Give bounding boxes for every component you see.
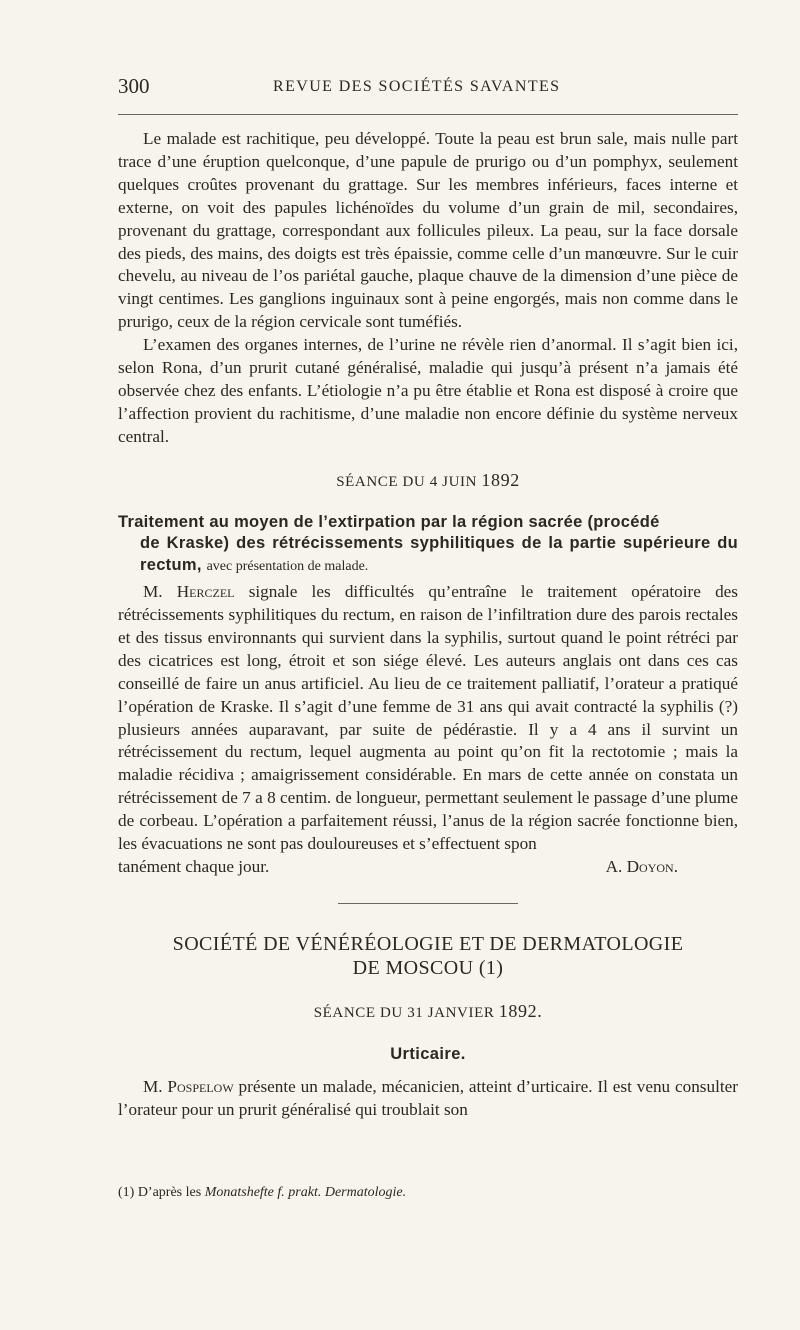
article-paragraph xyxy=(118,581,738,856)
signature-line xyxy=(118,856,738,879)
session-heading xyxy=(118,1000,738,1025)
section-divider xyxy=(338,903,518,904)
speaker-name: M. Pospelow xyxy=(143,1076,234,1096)
article-title-continuation xyxy=(118,533,738,577)
article-title-line: Traitement au moyen de l’extirpation par la région sacrée (procédé xyxy=(118,512,660,531)
article-text: signale les difficultés qu’entraîne le traitement opératoire des rétrécissements syphilitiques du rectum, en raison de l’infiltration dure des parois rectales et des tissus environnants qui survient dans la syphilis, surtout quand le point rétréci par des cicatrices est long, étroit et son siége élevé. Les auteurs anglais ont dans ces cas conseillé de faire un anus artificiel. Au lieu de ce traitement palliatif, l’orateur a pratiqué l’opération de Kraske. Il s’agit d’une femme de 31 ans qui avait contracté la syphilis (?) plusieurs années auparavant, par suite de pédérastie. Il y a 4 ans il survint un rétrécissement du rectum, lequel augmenta au point qu’on fit la rectotomie ; mais la maladie récidiva ; amaigrissement considérable. En mars de cette année on constata un rétrécissement de 7 a 8 centim. de longueur, permettant seulement le passage d’une plume de corbeau. L’opération a parfaitement réussi, l’anus de la région sacrée fonctionne bien, les évacuations ne sont pas douloureuses et s’effectuent spon xyxy=(118,582,738,854)
session-prefix: SÉANCE DU 4 JUIN xyxy=(336,473,478,490)
speaker-name: M. Herczel xyxy=(143,582,235,602)
society-title-line: SOCIÉTÉ DE VÉNÉRÉOLOGIE ET DE DERMATOLOGIE xyxy=(172,932,684,955)
article-title-line: de Kraske) des rétrécissements syphilitiques de la partie supérieure du rectum, xyxy=(140,534,738,574)
session-year: 1892 xyxy=(481,469,520,490)
running-head: REVUE DES SOCIÉTÉS SAVANTES xyxy=(273,78,561,95)
footnote-prefix: (1) D’après les xyxy=(118,1185,202,1200)
paragraph: Le malade est rachitique, peu développé. Toute la peau est brun sale, mais nulle part trace d’une éruption quelconque, d’une papule de prurigo ou d’un pomphyx, seulement quelques croûtes provenant du grattage. Sur les membres inférieurs, faces interne et externe, on voit des papules lichénoïdes du volume d’un grain de mil, secondaires, provenant du grattage, correspondant aux follicules pileux. La peau, sur la face dorsale des pieds, des mains, des doigts est très épaissie, comme celle d’un manœuvre. Sur le cuir chevelu, au niveau de l’os pariétal gauche, plaque chauve de la dimension d’une pièce de vingt centimes. Les ganglions inguinaux sont à peine engorgés, mais non comme dans le prurigo, ceux de la région cervicale sont tuméfiés. xyxy=(118,129,738,332)
session-prefix: SÉANCE DU 31 JANVIER xyxy=(313,1004,495,1021)
society-title-line: DE MOSCOU (1) xyxy=(352,956,504,979)
page-number: 300 xyxy=(118,74,150,98)
footnote xyxy=(118,1185,738,1201)
article-title-tail: avec présentation de malade. xyxy=(206,558,369,574)
header-rule xyxy=(118,114,738,115)
author-signature: A. Doyon. xyxy=(605,856,678,876)
session-year: 1892. xyxy=(498,1000,543,1021)
last-line: tanément chaque jour. xyxy=(118,856,270,876)
article-title xyxy=(118,512,738,578)
society-title xyxy=(118,932,738,980)
page-body xyxy=(118,128,738,1122)
article-paragraph xyxy=(118,1076,738,1122)
section-title: Urticaire. xyxy=(390,1044,466,1063)
article-text: présente un malade, mécanicien, atteint d’urticaire. Il est venu consulter l’orateur pour un prurit généralisé qui troublait son xyxy=(118,1076,738,1119)
paragraph: L’examen des organes internes, de l’urine ne révèle rien d’anormal. Il s’agit bien ici, selon Rona, d’un prurit cutané généralisé, maladie qui jusqu’à présent n’a jamais été observée chez des enfants. L’étiologie n’a pu être établie et Rona est disposé à croire que l’affection provient du rachitisme, d’une maladie non encore définie du système nerveux central. xyxy=(118,335,738,446)
footnote-source: Monatshefte f. prakt. Dermatologie. xyxy=(204,1185,407,1200)
page-header xyxy=(118,74,738,104)
session-heading xyxy=(118,469,738,494)
